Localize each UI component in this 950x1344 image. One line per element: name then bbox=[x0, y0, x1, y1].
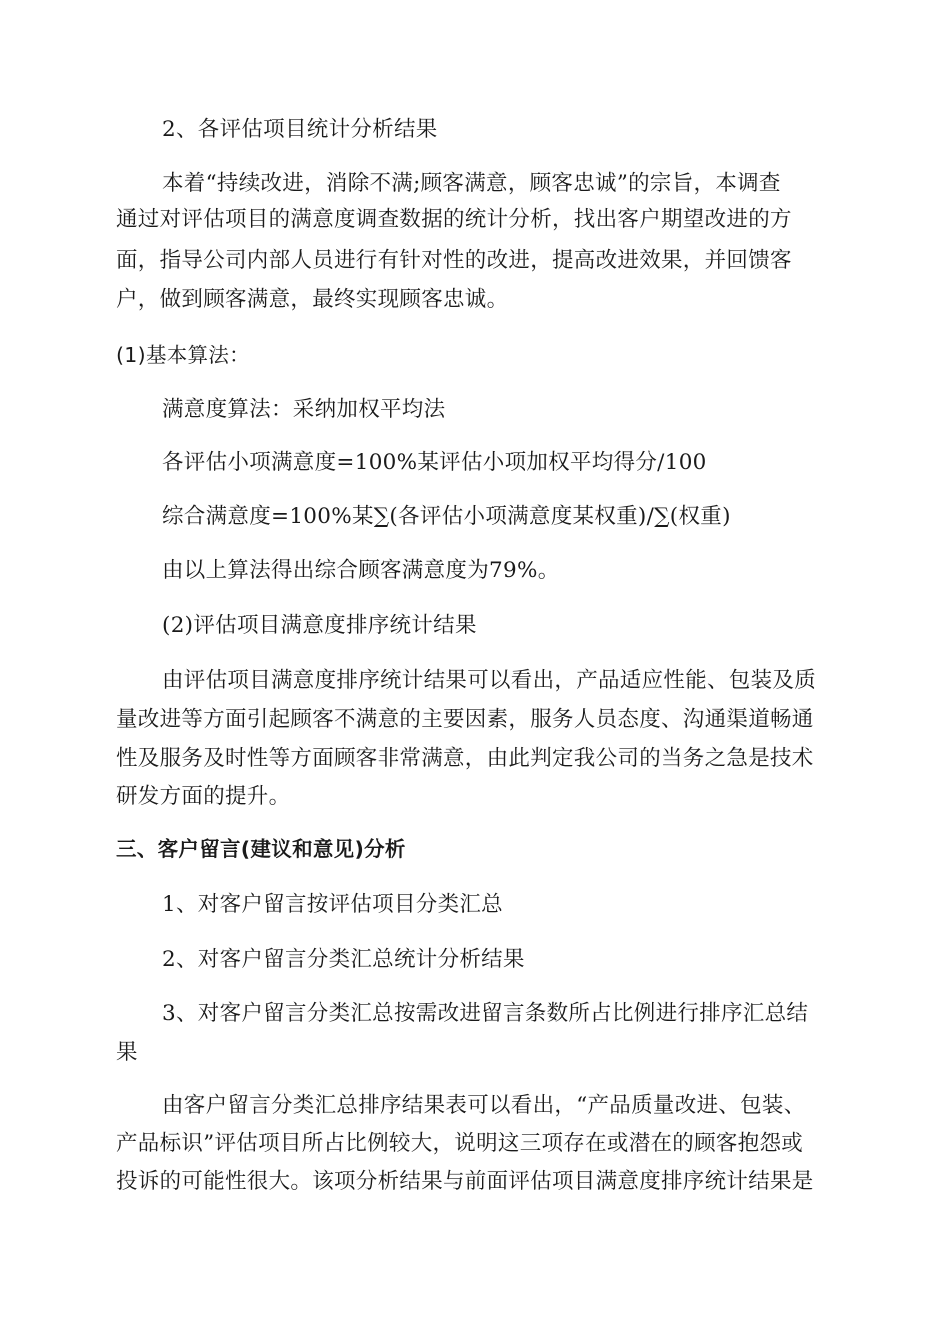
list-item: 1、对客户留言按评估项目分类汇总 bbox=[162, 892, 503, 917]
formula-line: 综合满意度=100%某∑(各评估小项满意度某权重)/∑(权重) bbox=[162, 504, 731, 529]
paragraph-line: 本着“持续改进，消除不满;顾客满意，顾客忠诚”的宗旨，本调查 bbox=[162, 171, 781, 196]
paragraph-line: 产品标识”评估项目所占比例较大，说明这三项存在或潜在的顾客抱怨或 bbox=[116, 1131, 804, 1156]
paragraph-line: 量改进等方面引起顾客不满意的主要因素，服务人员态度、沟通渠道畅通 bbox=[116, 707, 814, 732]
subheading-basic-algorithm: (1)基本算法： bbox=[116, 343, 250, 367]
paragraph-line: 研发方面的提升。 bbox=[116, 784, 291, 809]
paragraph-line: 由评估项目满意度排序统计结果可以看出，产品适应性能、包装及质 bbox=[162, 668, 817, 693]
formula-line: 各评估小项满意度=100%某评估小项加权平均得分/100 bbox=[162, 450, 707, 475]
list-item: 2、对客户留言分类汇总统计分析结果 bbox=[162, 947, 525, 972]
subheading-ranking-results: (2)评估项目满意度排序统计结果 bbox=[162, 613, 477, 638]
paragraph-line: 投诉的可能性很大。该项分析结果与前面评估项目满意度排序统计结果是 bbox=[116, 1169, 814, 1194]
paragraph-line: 性及服务及时性等方面顾客非常满意，由此判定我公司的当务之急是技术 bbox=[116, 746, 814, 771]
paragraph-line: 通过对评估项目的满意度调查数据的统计分析，找出客户期望改进的方 bbox=[116, 207, 792, 232]
subheading-evaluation-results: 2、各评估项目统计分析结果 bbox=[162, 117, 438, 142]
formula-line: 满意度算法：采纳加权平均法 bbox=[162, 397, 446, 422]
list-item: 3、对客户留言分类汇总按需改进留言条数所占比例进行排序汇总结 bbox=[162, 1001, 809, 1026]
result-line: 由以上算法得出综合顾客满意度为79%。 bbox=[162, 558, 560, 583]
list-item-continuation: 果 bbox=[116, 1040, 138, 1065]
paragraph-line: 由客户留言分类汇总排序结果表可以看出，“产品质量改进、包装、 bbox=[162, 1093, 806, 1118]
section-heading-customer-messages: 三、客户留言(建议和意见)分析 bbox=[116, 837, 406, 861]
paragraph-line: 户，做到顾客满意，最终实现顾客忠诚。 bbox=[116, 287, 509, 312]
paragraph-line: 面，指导公司内部人员进行有针对性的改进，提高改进效果，并回馈客 bbox=[116, 248, 792, 273]
